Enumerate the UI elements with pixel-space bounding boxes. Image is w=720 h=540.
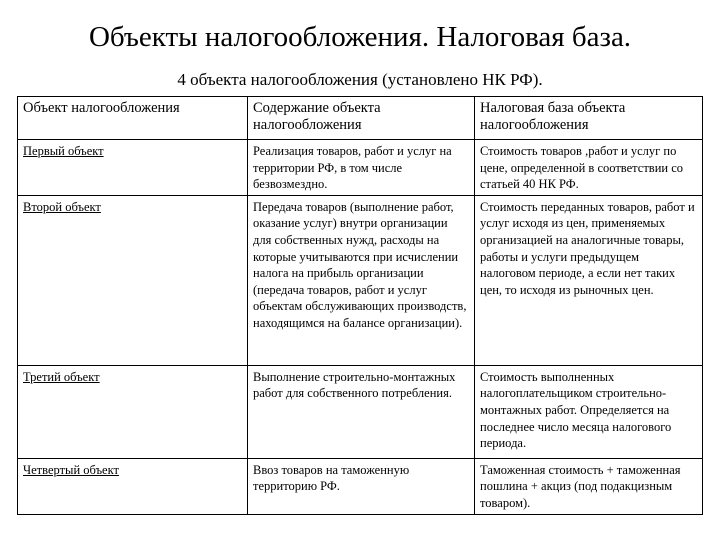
object-name-cell: Второй объект	[18, 195, 248, 365]
tax-objects-table	[17, 96, 703, 515]
table-header-row	[18, 97, 703, 140]
tax-base-cell: Стоимость выполненных налогоплательщиком строительно-монтажных работ. Определяется на последнее число месяца налогового периода.	[475, 365, 703, 458]
header-content: Содержание объекта налогообложения	[248, 97, 475, 140]
object-content-cell: Реализация товаров, работ и услуг на территории РФ, в том числе безвозмездно.	[248, 140, 475, 196]
header-object: Объект налогообложения	[18, 97, 248, 140]
tax-base-cell: Стоимость переданных товаров, работ и услуг исходя из цен, применяемых организацией на аналогичные товары, работы и услуги предыдущем налоговом периоде, а если нет таких цен, то исходя из рыночных цен.	[475, 195, 703, 365]
table-row	[18, 458, 703, 514]
header-tax-base: Налоговая база объекта налогообложения	[475, 97, 703, 140]
tax-base-cell: Стоимость товаров ,работ и услуг по цене, определенной в соответствии со статьей 40 НК РФ.	[475, 140, 703, 196]
tax-base-cell: Таможенная стоимость + таможенная пошлина + акциз (под подакцизным товаром).	[475, 458, 703, 514]
object-content-cell: Передача товаров (выполнение работ, оказание услуг) внутри организации для собственных нужд, расходы на которые учитываются при исчислении налога на прибыль организации (передача товаров, работ и услуг объектам обслуживающих производств, находящимся на балансе организации).	[248, 195, 475, 365]
table-row	[18, 365, 703, 458]
object-name-cell: Первый объект	[18, 140, 248, 196]
object-name-cell: Четвертый объект	[18, 458, 248, 514]
object-content-cell: Выполнение строительно-монтажных работ для собственного потребления.	[248, 365, 475, 458]
object-name-cell: Третий объект	[18, 365, 248, 458]
page-title: Объекты налогообложения. Налоговая база.	[88, 21, 632, 53]
page-subtitle: 4 объекта налогообложения (установлено НК РФ).	[177, 70, 543, 89]
table-row	[18, 140, 703, 196]
table-row	[18, 195, 703, 365]
object-content-cell: Ввоз товаров на таможенную территорию РФ.	[248, 458, 475, 514]
